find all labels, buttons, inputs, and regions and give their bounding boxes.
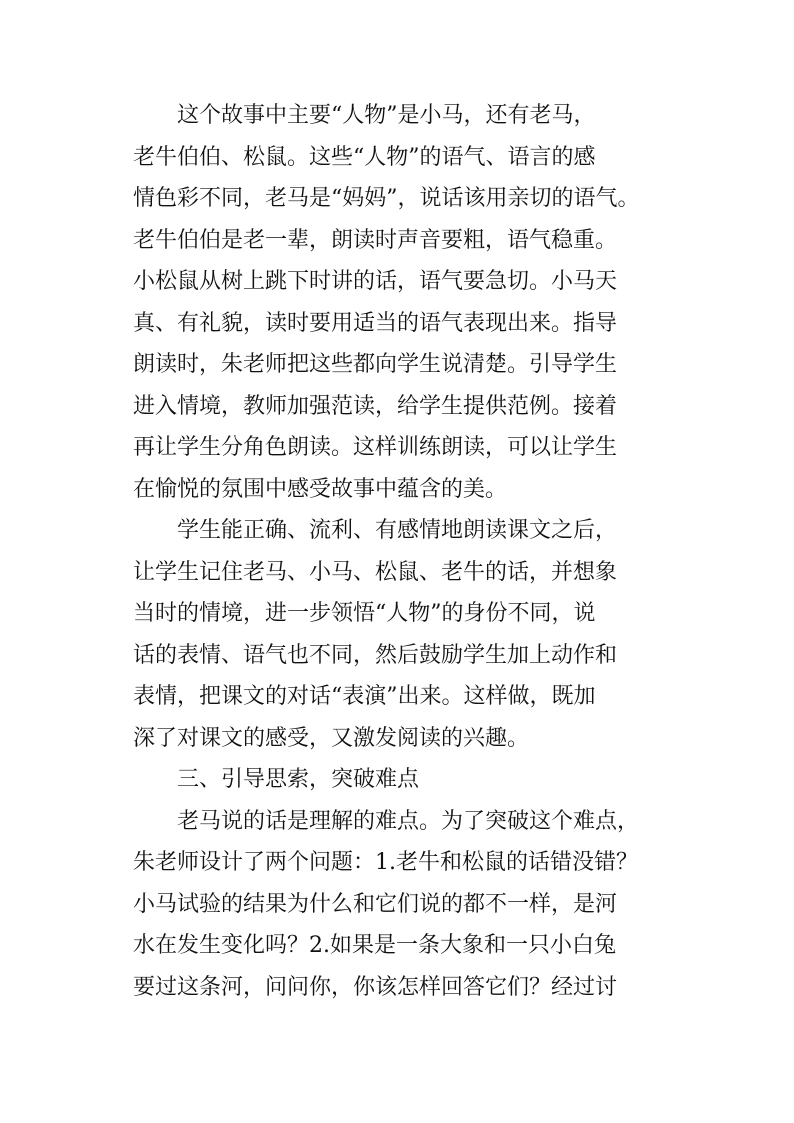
text-line: 老牛伯伯是老一辈，朗读时声音要粗，语气稳重。: [133, 227, 618, 253]
text-line: 朗读时，朱老师把这些都向学生说清楚。引导学生: [133, 352, 618, 377]
paragraph-1: [133, 95, 661, 510]
section-heading-text: 三、引导思索，突破难点: [177, 767, 420, 792]
document-body: [133, 95, 661, 1008]
text-line: 水在发生变化吗？2.如果是一条大象和一只小白兔: [133, 933, 616, 958]
text-line: 话的表情、语气也不同，然后鼓励学生加上动作和: [133, 642, 618, 668]
paragraph-3: [133, 801, 661, 1009]
text-line: 老马说的话是理解的难点。为了突破这个难点，: [177, 808, 640, 834]
text-line: 学生能正确、流利、有感情地朗读课文之后，: [177, 518, 618, 543]
text-line: 让学生记住老马、小马、松鼠、老牛的话，并想象: [133, 559, 618, 585]
text-line: 当时的情境，进一步领悟“人物”的身份不同，说: [133, 601, 596, 626]
paragraph-2: [133, 510, 661, 759]
text-line: 朱老师设计了两个问题：1.老牛和松鼠的话错没错？: [133, 850, 638, 875]
text-line: 情色彩不同，老马是“妈妈”，说话该用亲切的语气。: [133, 186, 640, 211]
text-line: 进入情境，教师加强范读，给学生提供范例。接着: [133, 393, 618, 419]
text-line: 老牛伯伯、松鼠。这些“人物”的语气、语言的感: [133, 144, 596, 170]
text-line: 小马试验的结果为什么和它们说的都不一样，是河: [133, 891, 618, 917]
text-line: 要过这条河，问问你，你该怎样回答它们？经过讨: [133, 974, 618, 1000]
text-line: 小松鼠从树上跳下时讲的话，语气要急切。小马天: [133, 269, 618, 294]
text-line: 表情，把课文的对话“表演”出来。这样做，既加: [133, 684, 596, 709]
text-line: 在愉悦的氛围中感受故事中蕴含的美。: [133, 476, 508, 502]
text-line: 深了对课文的感受，又激发阅读的兴趣。: [133, 725, 530, 751]
text-line: 真、有礼貌，读时要用适当的语气表现出来。指导: [133, 310, 618, 336]
text-line: 再让学生分角色朗读。这样训练朗读，可以让学生: [133, 435, 618, 460]
section-heading: [133, 759, 661, 801]
text-line: 这个故事中主要“人物”是小马，还有老马，: [177, 103, 596, 128]
